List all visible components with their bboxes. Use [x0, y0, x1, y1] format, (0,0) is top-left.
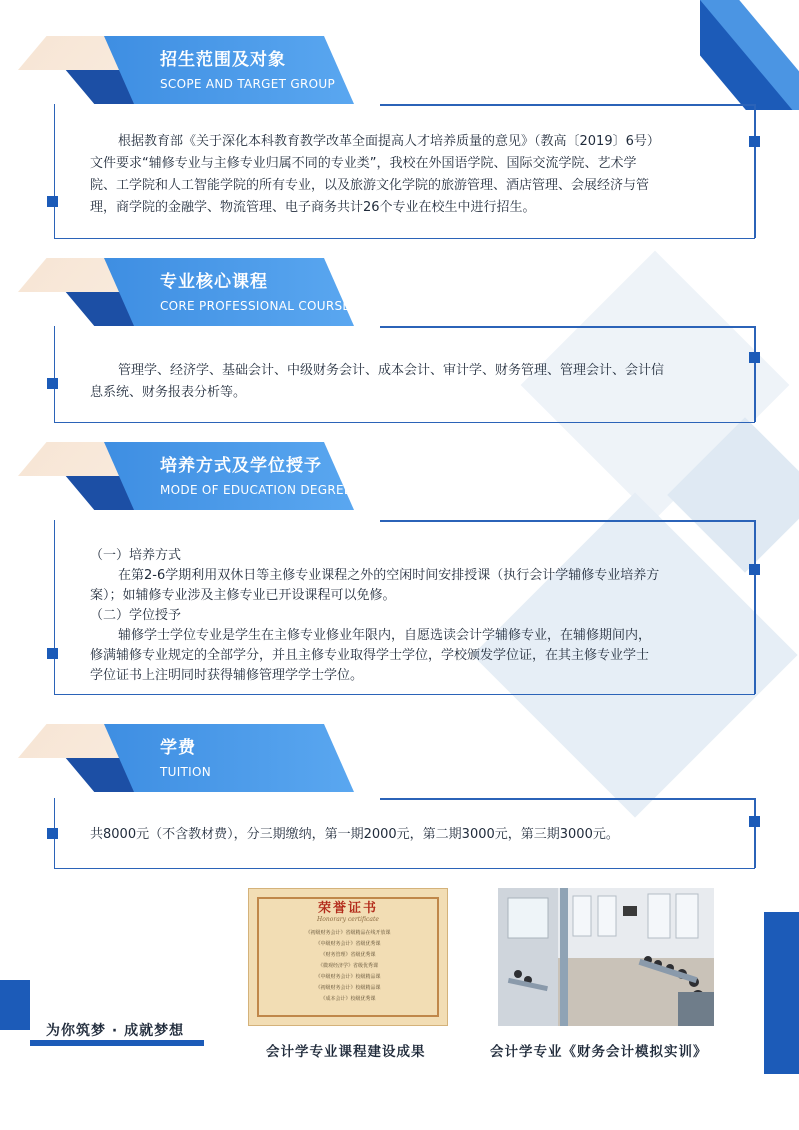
frame-top-line: [380, 104, 754, 106]
section-header-tuition: [18, 724, 378, 794]
text-line: 辅修学士学位专业是学生在主修专业修业年限内，自愿选读会计学辅修专业，在辅修期间内，: [118, 628, 652, 643]
frame-right-line: [754, 798, 756, 868]
frame-corner-square: [749, 816, 760, 827]
frame-corner-square: [47, 378, 58, 389]
scope-paragraph: [90, 131, 750, 219]
text-line: 管理学、经济学、基础会计、中级财务会计、成本会计、审计学、财务管理、管理会计、会计信: [118, 363, 665, 378]
caption-simulation-training: 会计学专业《财务会计模拟实训》: [490, 1044, 708, 1060]
classroom-illustration: [498, 888, 714, 1026]
certificate-line: 《中级财务会计》校级精品课: [315, 974, 381, 980]
mode-paragraph: [90, 546, 750, 686]
slogan-underline: [30, 1040, 204, 1046]
section-subtitle: SCOPE AND TARGET GROUP: [160, 77, 335, 91]
frame-right-line: [754, 104, 756, 238]
text-line: 学位证书上注明同时获得辅修管理学学士学位。: [90, 668, 364, 683]
certificate-line: 《初级财务会计》省级精品在线开放课: [305, 930, 391, 936]
frame-corner-square: [47, 828, 58, 839]
subheading: （一）培养方式: [90, 548, 182, 563]
text-line: 修满辅修专业规定的全部学分，并且主修专业取得学士学位，学校颁发学位证，在其主修专业学士: [90, 648, 650, 663]
section-title: 培养方式及学位授予: [160, 456, 322, 476]
section-title: 招生范围及对象: [160, 50, 286, 70]
right-bottom-bar: [764, 912, 799, 1074]
section-header-courses: [18, 258, 378, 328]
section-subtitle: MODE OF EDUCATION DEGREE AWARDING: [160, 483, 425, 497]
certificate-line: 《微观经济学》省级优秀课: [317, 963, 378, 969]
text-line: 根据教育部《关于深化本科教育教学改革全面提高人才培养质量的意见》（教高〔2019〕6号）: [118, 134, 660, 149]
left-bottom-block: [0, 980, 30, 1030]
frame-top-line: [380, 326, 754, 328]
text-line: 在第2-6学期利用双休日等主修专业课程之外的空闲时间安排授课（执行会计学辅修专业培养方: [118, 568, 660, 583]
caption-course-achievement: 会计学专业课程建设成果: [266, 1044, 426, 1060]
certificate-line: 《成本会计》校级优秀课: [320, 996, 376, 1002]
text-line: 院、工学院和人工智能学院的所有专业，以及旅游文化学院的旅游管理、酒店管理、会展经济与管: [90, 178, 650, 193]
frame-corner-square: [749, 352, 760, 363]
frame-right-line: [754, 520, 756, 694]
section-header-scope: [18, 36, 378, 106]
text-line: 案）；如辅修专业涉及主修专业已开设课程可以免修。: [90, 588, 396, 603]
frame-corner-square: [47, 648, 58, 659]
certificate-line: 《中级财务会计》省级优秀课: [315, 941, 381, 947]
text-line: 理，商学院的金融学、物流管理、电子商务共计26个专业在校生中进行招生。: [90, 200, 536, 215]
text-line: 文件要求“辅修专业与主修专业归属不同的专业类”，我校在外国语学院、国际交流学院、艺术学: [90, 156, 637, 171]
section-header-mode: [18, 442, 425, 512]
frame-corner-square: [749, 136, 760, 147]
section-subtitle: TUITION: [160, 765, 212, 779]
corner-stripe-decoration: [700, 0, 799, 110]
slogan-text: 为你筑梦 · 成就梦想: [46, 1023, 185, 1039]
frame-top-line: [380, 798, 754, 800]
section-title: 学费: [160, 738, 196, 758]
section-subtitle: CORE PROFESSIONAL COURSES: [160, 299, 359, 313]
courses-paragraph: [90, 360, 750, 404]
certificate-title: 荣誉证书: [317, 901, 378, 916]
section-title: 专业核心课程: [160, 272, 268, 292]
frame-top-line: [380, 520, 754, 522]
subheading: （二）学位授予: [90, 608, 182, 623]
certificate-subtitle: Honorary certificate: [317, 916, 379, 923]
frame-corner-square: [749, 564, 760, 575]
certificate-line: 《初级财务会计》校级精品课: [315, 985, 381, 991]
honor-certificate-image: [248, 888, 448, 1026]
frame-corner-square: [47, 196, 58, 207]
text-line: 息系统、财务报表分析等。: [90, 385, 247, 400]
frame-right-line: [754, 326, 756, 422]
simulation-training-classroom-photo: [498, 888, 714, 1026]
certificate-line: 《财务管理》省级优秀课: [320, 952, 376, 958]
tuition-text: 共8000元（不含教材费），分三期缴纳，第一期2000元，第二期3000元，第三期3000元。: [90, 827, 619, 842]
